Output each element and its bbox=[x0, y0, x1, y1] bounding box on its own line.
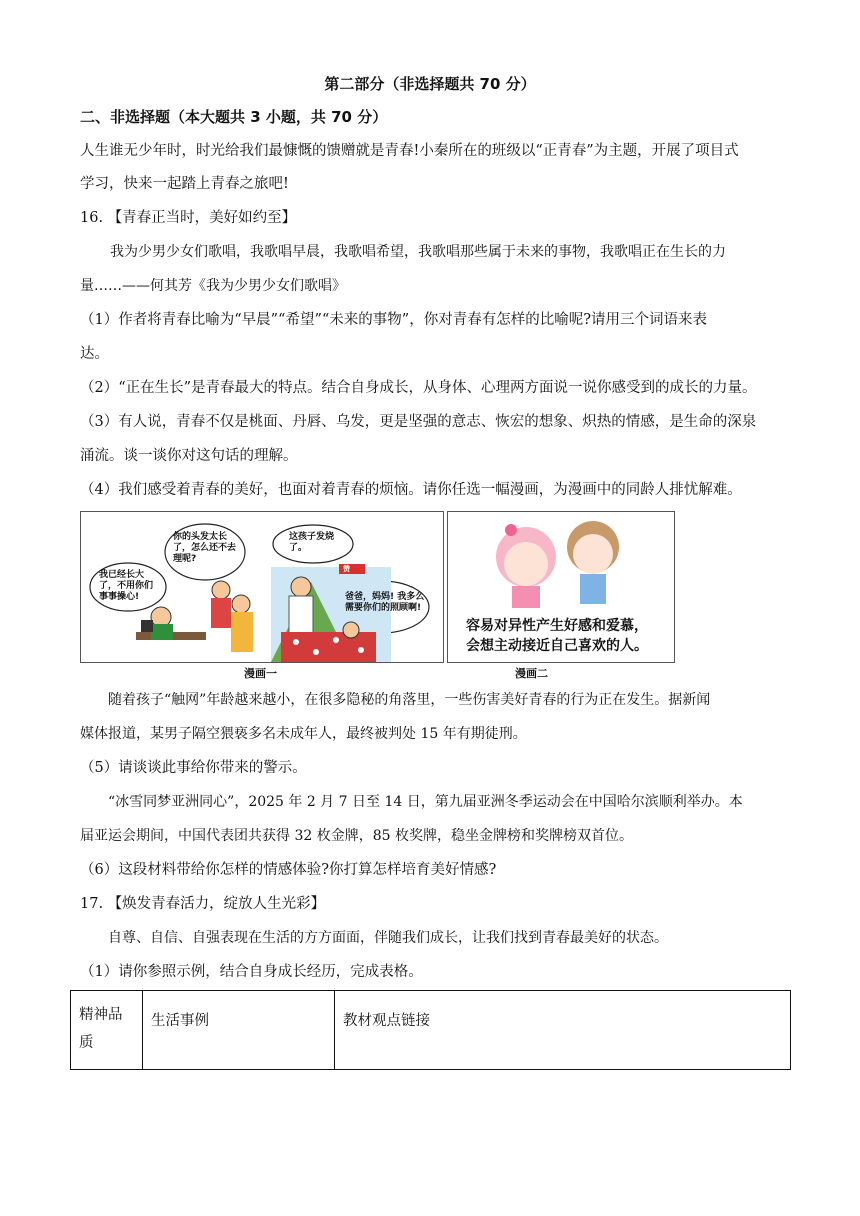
intro-line-1: 人生谁无少年时，时光给我们最慷慨的馈赠就是青春!小秦所在的班级以“正青春”为主题，开展了项目式 bbox=[80, 143, 739, 159]
q16-sub3-line-2: 涌流。谈一谈你对这句话的理解。 bbox=[80, 448, 298, 464]
cartoon-one-bubble-b: 你的头发太长了，怎么还不去理呢? bbox=[173, 532, 237, 564]
cartoon-two-text-line-1: 容易对异性产生好感和爱慕， bbox=[466, 618, 648, 634]
cartoon-one-bubble-d: 爸爸，妈妈! 我多么需要你们的照顾啊! bbox=[345, 592, 425, 613]
cartoon-two bbox=[447, 511, 675, 663]
q17-title: 17. 【焕发青春活力，绽放人生光彩】 bbox=[80, 896, 326, 912]
table-header-row bbox=[71, 991, 791, 1070]
q16-quote-line-2: 量……——何其芳《我为少男少女们歌唱》 bbox=[80, 278, 346, 294]
cartoon-two-text-line-2: 会想主动接近自己喜欢的人。 bbox=[466, 638, 648, 654]
cartoon-one-bubble-c: 这孩子发烧了。 bbox=[289, 532, 335, 553]
q16-games-line-1: “冰雪同梦亚洲同心”，2025 年 2 月 7 日至 14 日，第九届亚洲冬季运动会在中国哈尔滨顺利举办。本 bbox=[108, 794, 743, 810]
q16-quote-line-1: 我为少男少女们歌唱，我歌唱早晨，我歌唱希望，我歌唱那些属于未来的事物，我歌唱正在生长的力 bbox=[110, 244, 726, 260]
q16-news-line-2: 媒体报道，某男子隔空猥亵多名未成年人，最终被判处 15 年有期徒刑。 bbox=[80, 726, 527, 742]
q16-sub1-line-2: 达。 bbox=[80, 346, 109, 362]
q16-sub3-line-1: （3）有人说，青春不仅是桃面、丹唇、乌发，更是坚强的意志、恢宏的想象、炽热的情感，是生命的深泉 bbox=[80, 414, 757, 430]
cartoon-one-banner: 赞 bbox=[343, 565, 350, 573]
q17-sub1: （1）请你参照示例，结合自身成长经历，完成表格。 bbox=[80, 964, 423, 980]
q16-news-line-1: 随着孩子“触网”年龄越来越小，在很多隐秘的角落里，一些伤害美好青春的行为正在发生。据新闻 bbox=[108, 692, 711, 708]
intro-line-2: 学习，快来一起踏上青春之旅吧! bbox=[80, 176, 289, 192]
q16-sub2: （2）“正在生长”是青春最大的特点。结合自身成长，从身体、心理两方面说一说你感受到的成长的力量。 bbox=[80, 380, 757, 396]
q16-sub1-line-1: （1）作者将青春比喻为“早晨”“希望”“未来的事物”，你对青春有怎样的比喻呢?请用三个词语来表 bbox=[80, 312, 707, 328]
q17-table bbox=[70, 990, 791, 1070]
q16-sub5: （5）请谈谈此事给你带来的警示。 bbox=[80, 760, 307, 776]
q16-games-line-2: 届亚运会期间，中国代表团共获得 32 枚金牌，85 枚奖牌，稳坐金牌榜和奖牌榜双首位。 bbox=[80, 828, 633, 844]
table-header-textbook: 教材观点链接 bbox=[335, 991, 791, 1070]
cartoon-two-caption: 漫画二 bbox=[515, 667, 548, 680]
table-header-quality: 精神品质 bbox=[71, 991, 143, 1070]
q16-title: 16. 【青春正当时，美好如约至】 bbox=[80, 210, 297, 226]
section-title: 第二部分（非选择题共 70 分） bbox=[324, 75, 536, 93]
q16-sub6: （6）这段材料带给你怎样的情感体验?你打算怎样培育美好情感? bbox=[80, 862, 497, 878]
table-header-example: 生活事例 bbox=[143, 991, 335, 1070]
q16-sub4: （4）我们感受着青春的美好，也面对着青春的烦恼。请你任选一幅漫画，为漫画中的同龄人排忧解难。 bbox=[80, 482, 742, 498]
q17-lead: 自尊、自信、自强表现在生活的方方面面，伴随我们成长，让我们找到青春最美好的状态。 bbox=[108, 930, 668, 946]
part-heading: 二、非选择题（本大题共 3 小题，共 70 分） bbox=[80, 108, 388, 126]
cartoon-one-bubble-a: 我已经长大了，不用你们事事操心! bbox=[99, 570, 154, 602]
cartoon-one-caption: 漫画一 bbox=[244, 667, 277, 680]
cartoon-one bbox=[80, 511, 444, 663]
